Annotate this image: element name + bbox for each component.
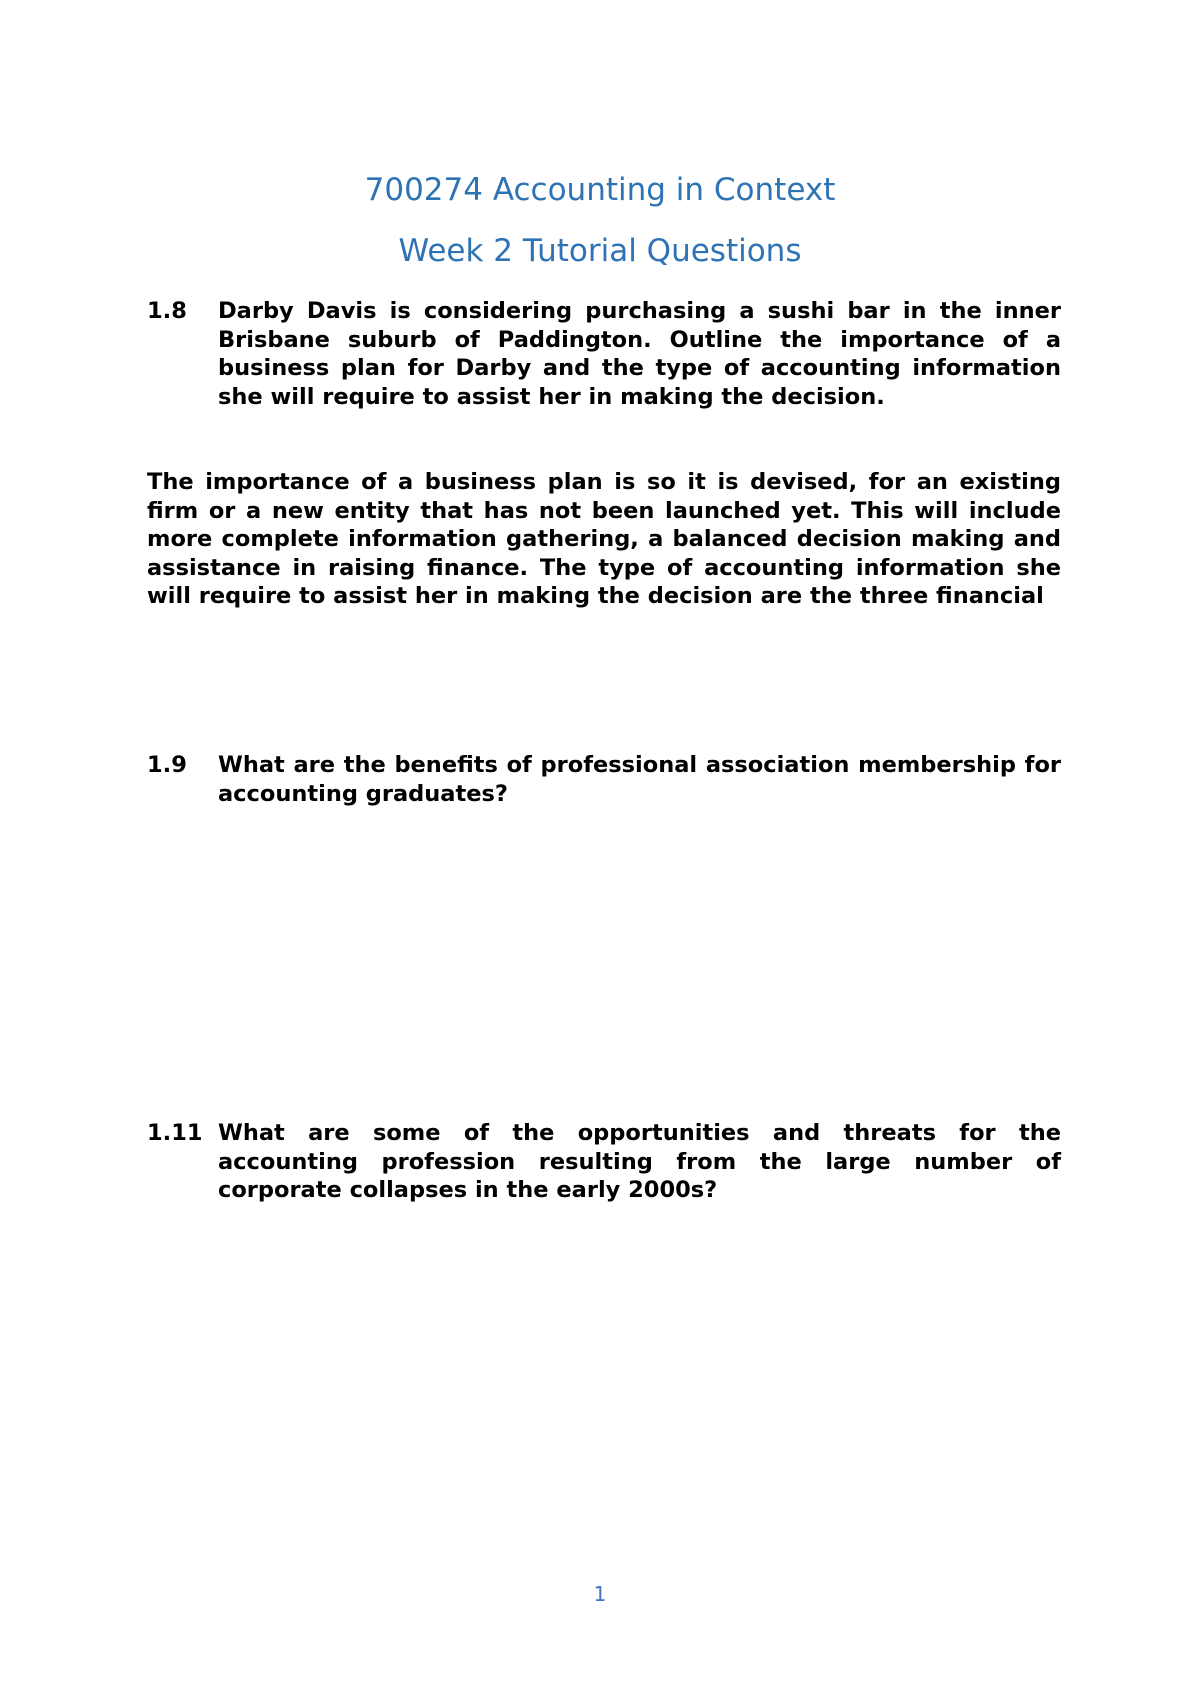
answer-1-8: The importance of a business plan is so it is devised, for an existing firm or a new entity that has not been launched yet. This will include more complete information gathering, a balanced decision making and assistance in raising finance. The type of accounting information she will require to assist her in making the decision are the three financial	[147, 469, 1061, 610]
question-number: 1.8	[147, 298, 187, 324]
question-number: 1.9	[147, 752, 187, 778]
question-1-9	[147, 751, 1061, 808]
document-subtitle: Week 2 Tutorial Questions	[398, 233, 802, 269]
question-1-11	[147, 1119, 1061, 1205]
page-number: 1	[593, 1582, 607, 1606]
question-1-8	[147, 297, 1061, 411]
question-text: What are the benefits of professional association membership for accounting graduates?	[218, 752, 1061, 807]
document-title: 700274 Accounting in Context	[364, 172, 836, 208]
question-text: Darby Davis is considering purchasing a sushi bar in the inner Brisbane suburb of Paddington. Outline the importance of a business plan for Darby and the type of accounting information she will require to assist her in making the decision.	[218, 298, 1061, 410]
question-text: What are some of the opportunities and threats for the accounting profession resulting from the large number of corporate collapses in the early 2000s?	[218, 1120, 1061, 1204]
question-number: 1.11	[147, 1120, 203, 1146]
